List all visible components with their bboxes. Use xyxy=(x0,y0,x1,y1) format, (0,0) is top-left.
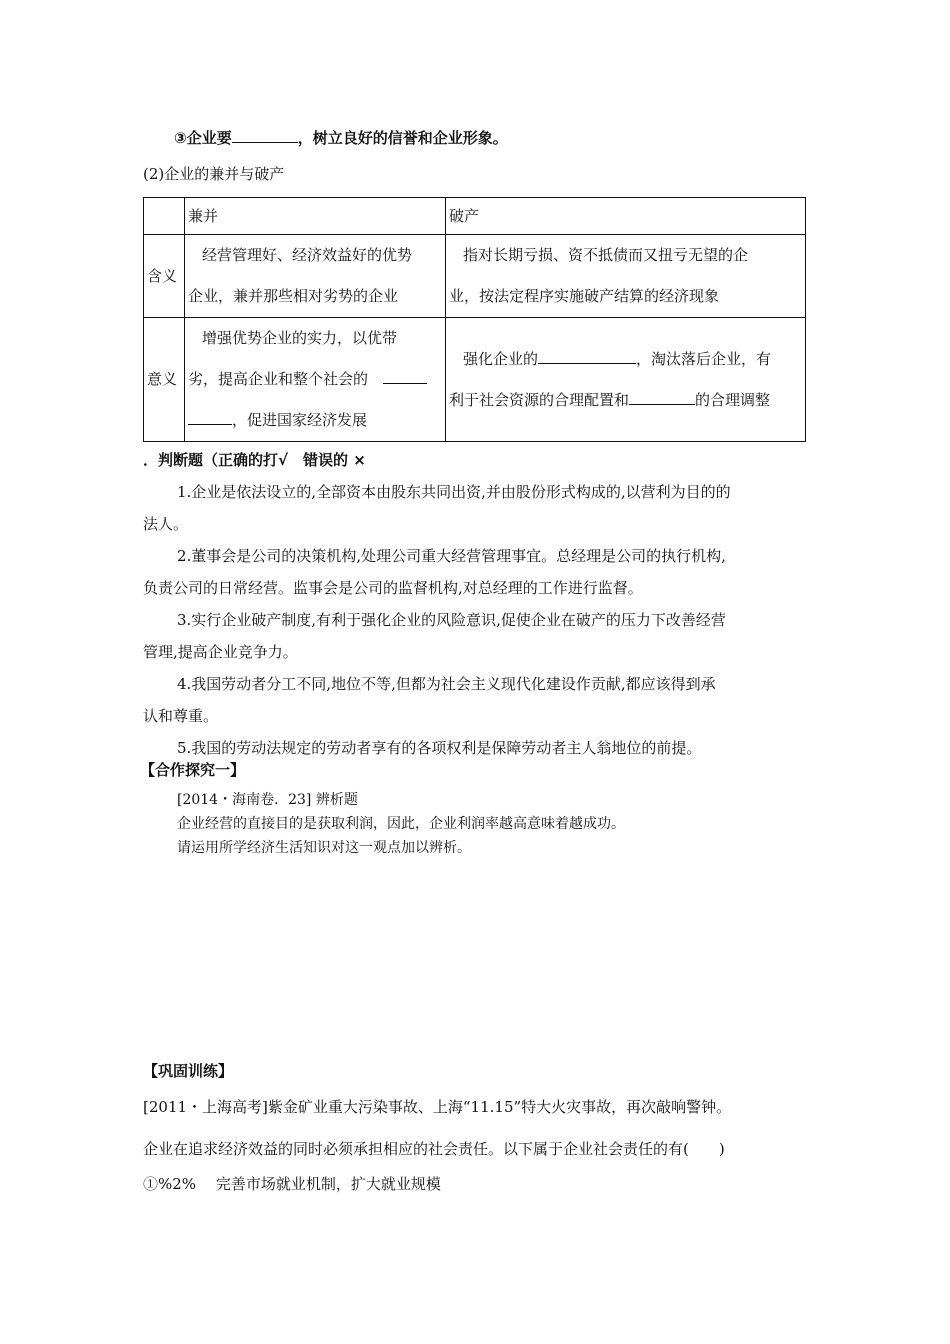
coop-source: [2014・海南卷．23] 辨析题 xyxy=(177,792,358,808)
table-header-bankrupt: 破产 xyxy=(446,198,806,235)
table-header-row xyxy=(144,198,806,235)
judge-item-2-line2: 负责公司的日常经营。监事会是公司的监督机构,对总经理的工作进行监督。 xyxy=(143,579,643,597)
section2-title: (2)企业的兼并与破产 xyxy=(143,165,285,183)
coop-instruction: 请运用所学经济生活知识对这一观点加以辨析。 xyxy=(177,840,471,856)
merge-meaning-line1: 经营管理好、经济效益好的优势 xyxy=(202,246,413,264)
bankrupt-significance-cell xyxy=(446,318,806,442)
table-header-merge: 兼并 xyxy=(185,198,446,235)
merge-meaning-line2: 企业，兼并那些相对劣势的企业 xyxy=(188,287,399,305)
bankrupt-meaning-line2: 业，按法定程序实施破产结算的经济现象 xyxy=(449,287,720,305)
merge-meaning-cell xyxy=(185,235,446,318)
bankrupt-meaning-cell xyxy=(446,235,806,318)
item3-suffix: ，树立良好的信誉和企业形象。 xyxy=(297,129,508,147)
judge-item-4-line2: 认和尊重。 xyxy=(143,707,219,725)
coop-title: 【合作探究一】 xyxy=(140,761,246,779)
item3-line xyxy=(174,127,508,148)
table-row-meaning xyxy=(144,235,806,318)
row-label-meaning: 含义 xyxy=(144,235,185,318)
practice-option-1: ①%2% 完善市场就业机制，扩大就业规模 xyxy=(143,1175,441,1193)
bankrupt-significance-line2: 利于社会资源的合理配置和 的合理调整 xyxy=(449,390,771,409)
judge-item-1-line1: 1.企业是依法设立的,全部资本由股东共同出资,并由股份形式构成的,以营利为目的的 xyxy=(177,483,731,501)
practice-line1: [2011・上海高考]紫金矿业重大污染事故、上海“11.15”特大火灾事故，再次敲响警钟。 xyxy=(143,1098,732,1116)
judge-item-1-line2: 法人。 xyxy=(143,515,189,533)
table-header-empty xyxy=(144,198,185,235)
row-label-significance: 意义 xyxy=(144,318,185,442)
judge-item-5-line1: 5.我国的劳动法规定的劳动者享有的各项权利是保障劳动者主人翁地位的前提。 xyxy=(177,739,702,757)
merge-blank-1[interactable] xyxy=(383,369,427,384)
bankrupt-blank-1[interactable] xyxy=(538,349,636,364)
item3-blank[interactable] xyxy=(232,128,298,143)
merge-significance-cell xyxy=(185,318,446,442)
merge-significance-line3: ，促进国家经济发展 xyxy=(188,400,442,441)
bankrupt-meaning-line1: 指对长期亏损、资不抵债而又扭亏无望的企 xyxy=(463,246,749,264)
merge-bankrupt-table xyxy=(143,197,806,442)
practice-line2: 企业在追求经济效益的同时必须承担相应的社会责任。以下属于企业社会责任的有( ) xyxy=(143,1140,725,1158)
coop-statement: 企业经营的直接目的是获取利润，因此，企业利润率越高意味着越成功。 xyxy=(177,816,625,832)
item3-prefix: ③企业要 xyxy=(174,129,232,147)
table-row-significance xyxy=(144,318,806,442)
judge-item-3-line2: 管理,提高企业竞争力。 xyxy=(143,643,298,661)
merge-significance-line2: 劣，提高企业和整个社会的 xyxy=(188,359,442,400)
judge-item-4-line1: 4.我国劳动者分工不同,地位不等,但都为社会主义现代化建设作贡献,都应该得到承 xyxy=(177,675,716,693)
bankrupt-blank-2[interactable] xyxy=(629,390,695,405)
judge-item-3-line1: 3.实行企业破产制度,有利于强化企业的风险意识,促使企业在破产的压力下改善经营 xyxy=(177,611,726,629)
practice-title: 【巩固训练】 xyxy=(143,1062,234,1080)
merge-significance-line1: 增强优势企业的实力，以优带 xyxy=(202,329,398,347)
judge-item-2-line1: 2.董事会是公司的决策机构,处理公司重大经营管理事宜。总经理是公司的执行机构, xyxy=(177,547,726,565)
merge-blank-2[interactable] xyxy=(188,410,232,425)
judge-title: ．判断题（正确的打√ 错误的 × xyxy=(143,451,366,469)
bankrupt-significance-line1: 强化企业的 ，淘汰落后企业，有 xyxy=(463,349,772,368)
